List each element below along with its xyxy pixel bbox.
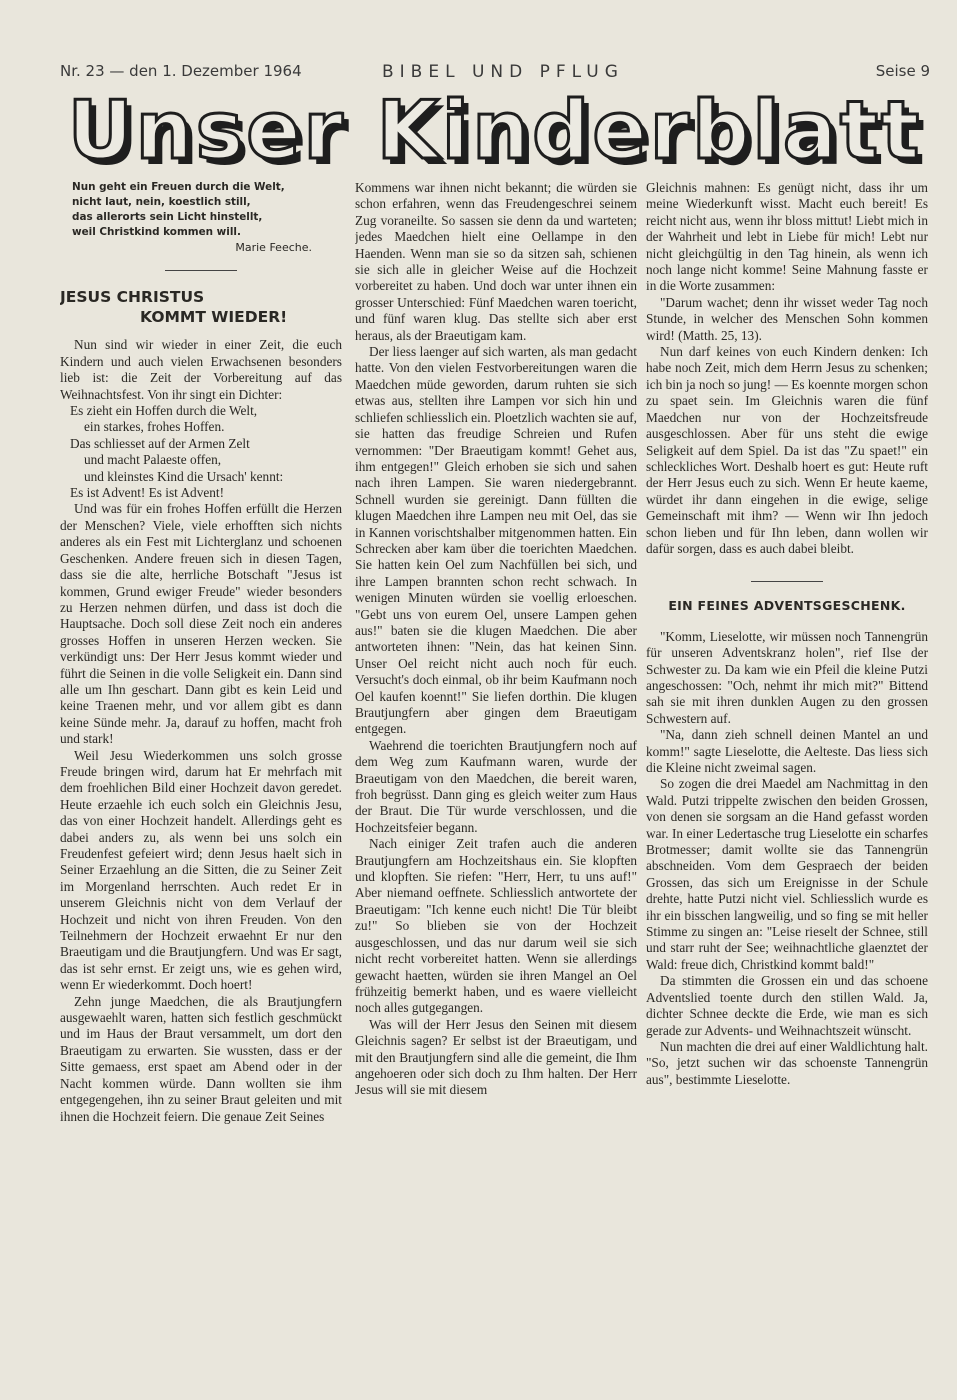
- paragraph: Nun sind wir wieder in einer Zeit, die euch Kindern und auch vielen Erwachsenen besonders lieb ist: die Zeit der Vorbereitung auf das Weihnachtsfest. Von ihr singt ein Dichter:: [60, 337, 342, 402]
- issue-date: Nr. 23 — den 1. Dezember 1964: [60, 62, 302, 80]
- masthead-title: Unser Kinderblatt: [67, 84, 923, 177]
- column-3: [646, 180, 928, 1350]
- divider: [165, 270, 237, 271]
- column-1: [60, 180, 342, 1350]
- paragraph: So zogen die drei Maedel am Nachmittag in den Wald. Putzi trippelte zwischen den beiden Grossen, von denen sie sorgsam an die Hand gefasst worden war. In einer Ledertasche trug Lieselotte ein scharfes Brotmesser; damit wollte sie das Tannengrün abschneiden. Vom dem Gespraech der beiden Grossen, das sich um Ereignisse in der Schule drehte, hatte Putzi nicht viel. Schliesslich wurde es ihr ein bisschen langweilig, und so fing se mit heller Stimme zu singen an: "Leise rieselt der Schnee, still und starr ruht der See; weihnachtliche glaenztet der Wald: freue dich, Christkind kommt bald!": [646, 776, 928, 972]
- poem-author: Marie Feeche.: [235, 241, 312, 254]
- paragraph: Nun darf keines von euch Kindern denken: Ich habe noch Zeit, mich dem Herrn Jesus zu schenken; ich bin ja noch so jung! — Es koennte morgen schon zu spaet sein. Im Gleichnis waren die fünf Maedchen nur von der Hochzeitsfreude ausgeschlossen. Aber für uns steht die ewige Seligkeit auf dem Spiel. Da ist das "Zu spaet!" ein schleckliches Wort. Deshalb hoert es gut: Heute ruft der Herr Jesus euch zu sich. Wenn Er heute kaeme, würdet ihr dann eingehen in die ewige, selige Gemeinschaft mit ihm? — Wenn wir Ihn jedoch schon lieben und für Ihn leben, dann wollen wir dafür sorgen, dass es auch dabei bleibt.: [646, 344, 928, 556]
- verse-line: ein starkes, frohes Hoffen.: [84, 419, 225, 435]
- paragraph: Zehn junge Maedchen, die als Brautjungfern ausgewaehlt waren, hatten sich festlich geschmückt und im Haus der Braut versammelt, um dort den Braeutigam zu erwarten. Sie wussten, dass er der Sitte gemaess, erst spaet am Abend oder in der Nacht kommen würde. Dann wollten sie ihm entgegengehen, ihn zu seiner Braut geleiten und mit ihnen die Hochzeit feiern. Die genaue Zeit Seines: [60, 993, 342, 1124]
- paragraph: Der liess laenger auf sich warten, als man gedacht hatte. Von den vielen Festvorbereitungen waren die Maedchen müde geworden, darum ruhten sie sich etwas aus, stellten ihre Lampen vor sich hin und schliefen schliesslich ein. Ploetzlich wachten sie auf, sie hatten das freudige Schreien und Rufen vernommen: "Der Braeutigam kommt! Gehet aus, ihm entgegen!" Gleich erhoben sie sich und sahen nach ihren Lampen. Sie waren niedergebrannt. Schnell wurden sie gereinigt. Dann füllten die klugen Maedchen ihre Lampen neu mit Oel, das sie in Kannen vorischtshalber mitgenommen hatten. Ein Schrecken aber kam über die toerichten Maedchen. Sie hatten kein Oel zum Nachfüllen bei sich, und ihre Lampen brannten schon recht schwach. In wenigen Minuten würden sie voellig erloeschen. "Gebt uns von eurem Oel, unsere Lampen gehen aus!" baten sie die klugen Maedchen. Die aber antworteten ihnen: "Nein, das hat keinen Sinn. Unser Oel reicht nicht auch noch für euch. Versucht's doch einmal, ob ihr beim Kaufmann noch Oel kaufen koennt!" Sie liefen dorthin. Die klugen Brautjungfern aber gingen dem Braeutigam entgegen.: [355, 344, 637, 737]
- article-headline: [60, 287, 342, 327]
- verse-line: Es ist Advent! Es ist Advent!: [70, 485, 225, 501]
- poem-line: das allerorts sein Licht hinstellt,: [72, 211, 263, 223]
- paragraph: "Darum wachet; denn ihr wisset weder Tag noch Stunde, in welcher des Menschen Sohn kommen wird! (Matth. 25, 13).: [646, 294, 928, 343]
- paragraph: Weil Jesu Wiederkommen uns solch grosse Freude bringen wird, darum hat Er mehrfach mit dem froehlichen Bild einer Hochzeit davon geredet. Heute erzaehle ich euch solch ein Gleichnis Jesu, das von einer Hochzeit handelt. Allerdings geht es dabei anders zu, als wenn bei uns solch ein Freudenfest gefeiert wird; denn Jesus haelt sich in Seiner Erzaehlung an die Sitten, die zu Seiner Zeit im Morgenland herrschten. Auch redet Er in unserem Gleichnis nicht von dem Verlauf der Hochzeit und nicht von ihren Freuden. Von den Teilnehmern der Hochzeit erwaehnt Er nur den Braeutigam und die Brautjungfern. Und was Er sagt, das ist sehr ernst. Er zeigt uns, wie es gehen wird, wenn Er wiederkommt. Doch hoert!: [60, 747, 342, 993]
- poem-line: Nun geht ein Freuen durch die Welt,: [72, 181, 285, 193]
- verse-quote: [60, 403, 342, 501]
- paragraph: Da stimmten die Grossen ein und das schoene Adventslied toente durch den stillen Wald. Ja, dichter Schnee deckte die Erde, wie man es sich gerade zur Advents- und Weihnachtszeit wünscht.: [646, 973, 928, 1038]
- page-number: Seise 9: [875, 62, 930, 80]
- verse-line: Es zieht ein Hoffen durch die Welt,: [70, 403, 258, 419]
- publication-name: BIBEL UND PFLUG: [382, 62, 624, 82]
- paragraph: Und was für ein frohes Hoffen erfüllt die Herzen der Menschen? Viele, viele erhofften sich nichts anderes als ein Fest mit Lichterglanz und schoenen Geschenken. Andere freuen sich in diesen Tagen, dass sie die alte, herrliche Botschaft "Jesus ist kommen, Grund ewiger Freude" wieder besonders zu Herzen nehmen dürfen, und dass ist doch die Hauptsache. Doch soll diese Zeit noch ein anderes grosses Hoffen in unseren Herzen wecken. Sie verkündigt uns: Der Herr Jesus kommt wieder und führt die Seinen in die volle Seligkeit ein. Dann sind alle um Ihn geschart. Dann gibt es kein Leid und keine Traenen mehr, und vor allem gibt es dann keine Sünde mehr. Ja, darauf zu hoffen, macht froh und stark!: [60, 501, 342, 747]
- poem-line: nicht laut, nein, koestlich still,: [72, 196, 251, 208]
- headline-line-2: KOMMT WIEDER!: [140, 308, 288, 327]
- intro-poem: [60, 180, 342, 240]
- page-header: [60, 62, 930, 84]
- verse-line: und kleinstes Kind die Ursach' kennt:: [84, 468, 284, 484]
- article-headline: EIN FEINES ADVENTSGESCHENK.: [668, 598, 906, 614]
- paragraph: Waehrend die toerichten Brautjungfern noch auf dem Weg zum Kaufmann waren, wurde der Braeutigam von den Maedchen, die bereit waren, froh begrüsst. Dann ging es gleich weiter zum Haus der Braut. Die Tür wurde verschlossen, und die Hochzeitsfeier begann.: [355, 737, 637, 835]
- paragraph: Nach einiger Zeit trafen auch die anderen Brautjungfern am Hochzeitshaus ein. Sie klopften und klopften. Sie riefen: "Herr, Herr, tu uns auf!" Aber niemand oeffnete. Schliesslich antwortete der Braeutigam: "Ich kenne euch nicht! Die Tür bleibt zu!" So blieben sie von der Hochzeit ausgeschlossen, und das nur darum weil sie sich nicht recht vorbereitet hatten. Wenn sie allerdings gewacht haetten, würden sie ihren Mangel an Oel frühzeitig bemerkt haben, und es waere vielleicht noch alles gutgegangen.: [355, 836, 637, 1016]
- divider: [751, 581, 823, 582]
- verse-line: Das schliesset auf der Armen Zelt: [70, 435, 250, 451]
- headline-line-1: JESUS CHRISTUS: [60, 288, 205, 307]
- paragraph: Nun machten die drei auf einer Waldlichtung halt. "So, jetzt suchen wir das schoenste Tannengrün aus", bestimmte Lieselotte.: [646, 1038, 928, 1087]
- poem-line: weil Christkind kommen will.: [72, 226, 241, 238]
- paragraph: "Na, dann zieh schnell deinen Mantel an und komm!" sagte Lieselotte, die Aelteste. Das liess sich die Kleine nicht zweimal sagen.: [646, 727, 928, 775]
- paragraph: Kommens war ihnen nicht bekannt; die würden sie schon erfahren, wenn das Freudengeschrei seinem Zug voraneilte. So sassen sie denn da und warteten; jedes Maedchen hielt eine Oellampe in den Haenden. Wenn man sie so da sitzen sah, schienen sie sich alle in gleicher Weise auf die Hochzeit vorbereitet zu haben. Und doch war unter ihnen ein grosser Unterschied: Fünf Maedchen waren toericht, und fünf waren klug. Das stellte sich aber erst heraus, als der Braeutigam kam.: [355, 180, 637, 343]
- verse-line: und macht Palaeste offen,: [84, 452, 222, 468]
- column-2: [355, 180, 637, 1350]
- paragraph: "Komm, Lieselotte, wir müssen noch Tannengrün für unseren Adventskranz holen", rief Ilse der Schwester zu. Da kam wie ein Pfeil die kleine Putzi angeschossen: "Och, nehmt ihr mich mit?" Bittend sah sie mit ihren dunklen Augen zu den grossen Schwestern auf.: [646, 628, 928, 726]
- paragraph: Gleichnis mahnen: Es genügt nicht, dass ihr um meine Wiederkunft wisst. Macht euch bereit! Es reicht nicht aus, wenn ihr bloss mittut! Liebt mich in der Wahrheit und lebt in Liebe für mich! Lebt nur nicht gleichgültig in den Tag hinein, als wenn ich noch lange nicht komme! Seine Mahnung fasste er in die Worte zusammen:: [646, 180, 928, 294]
- paragraph: Was will der Herr Jesus den Seinen mit diesem Gleichnis sagen? Er selbst ist der Braeutigam, und mit den Brautjungfern sind alle die gemeint, die Ihm angehoeren oder sich doch zu Ihm halten. Der Herr Jesus will sie mit diesem: [355, 1016, 637, 1098]
